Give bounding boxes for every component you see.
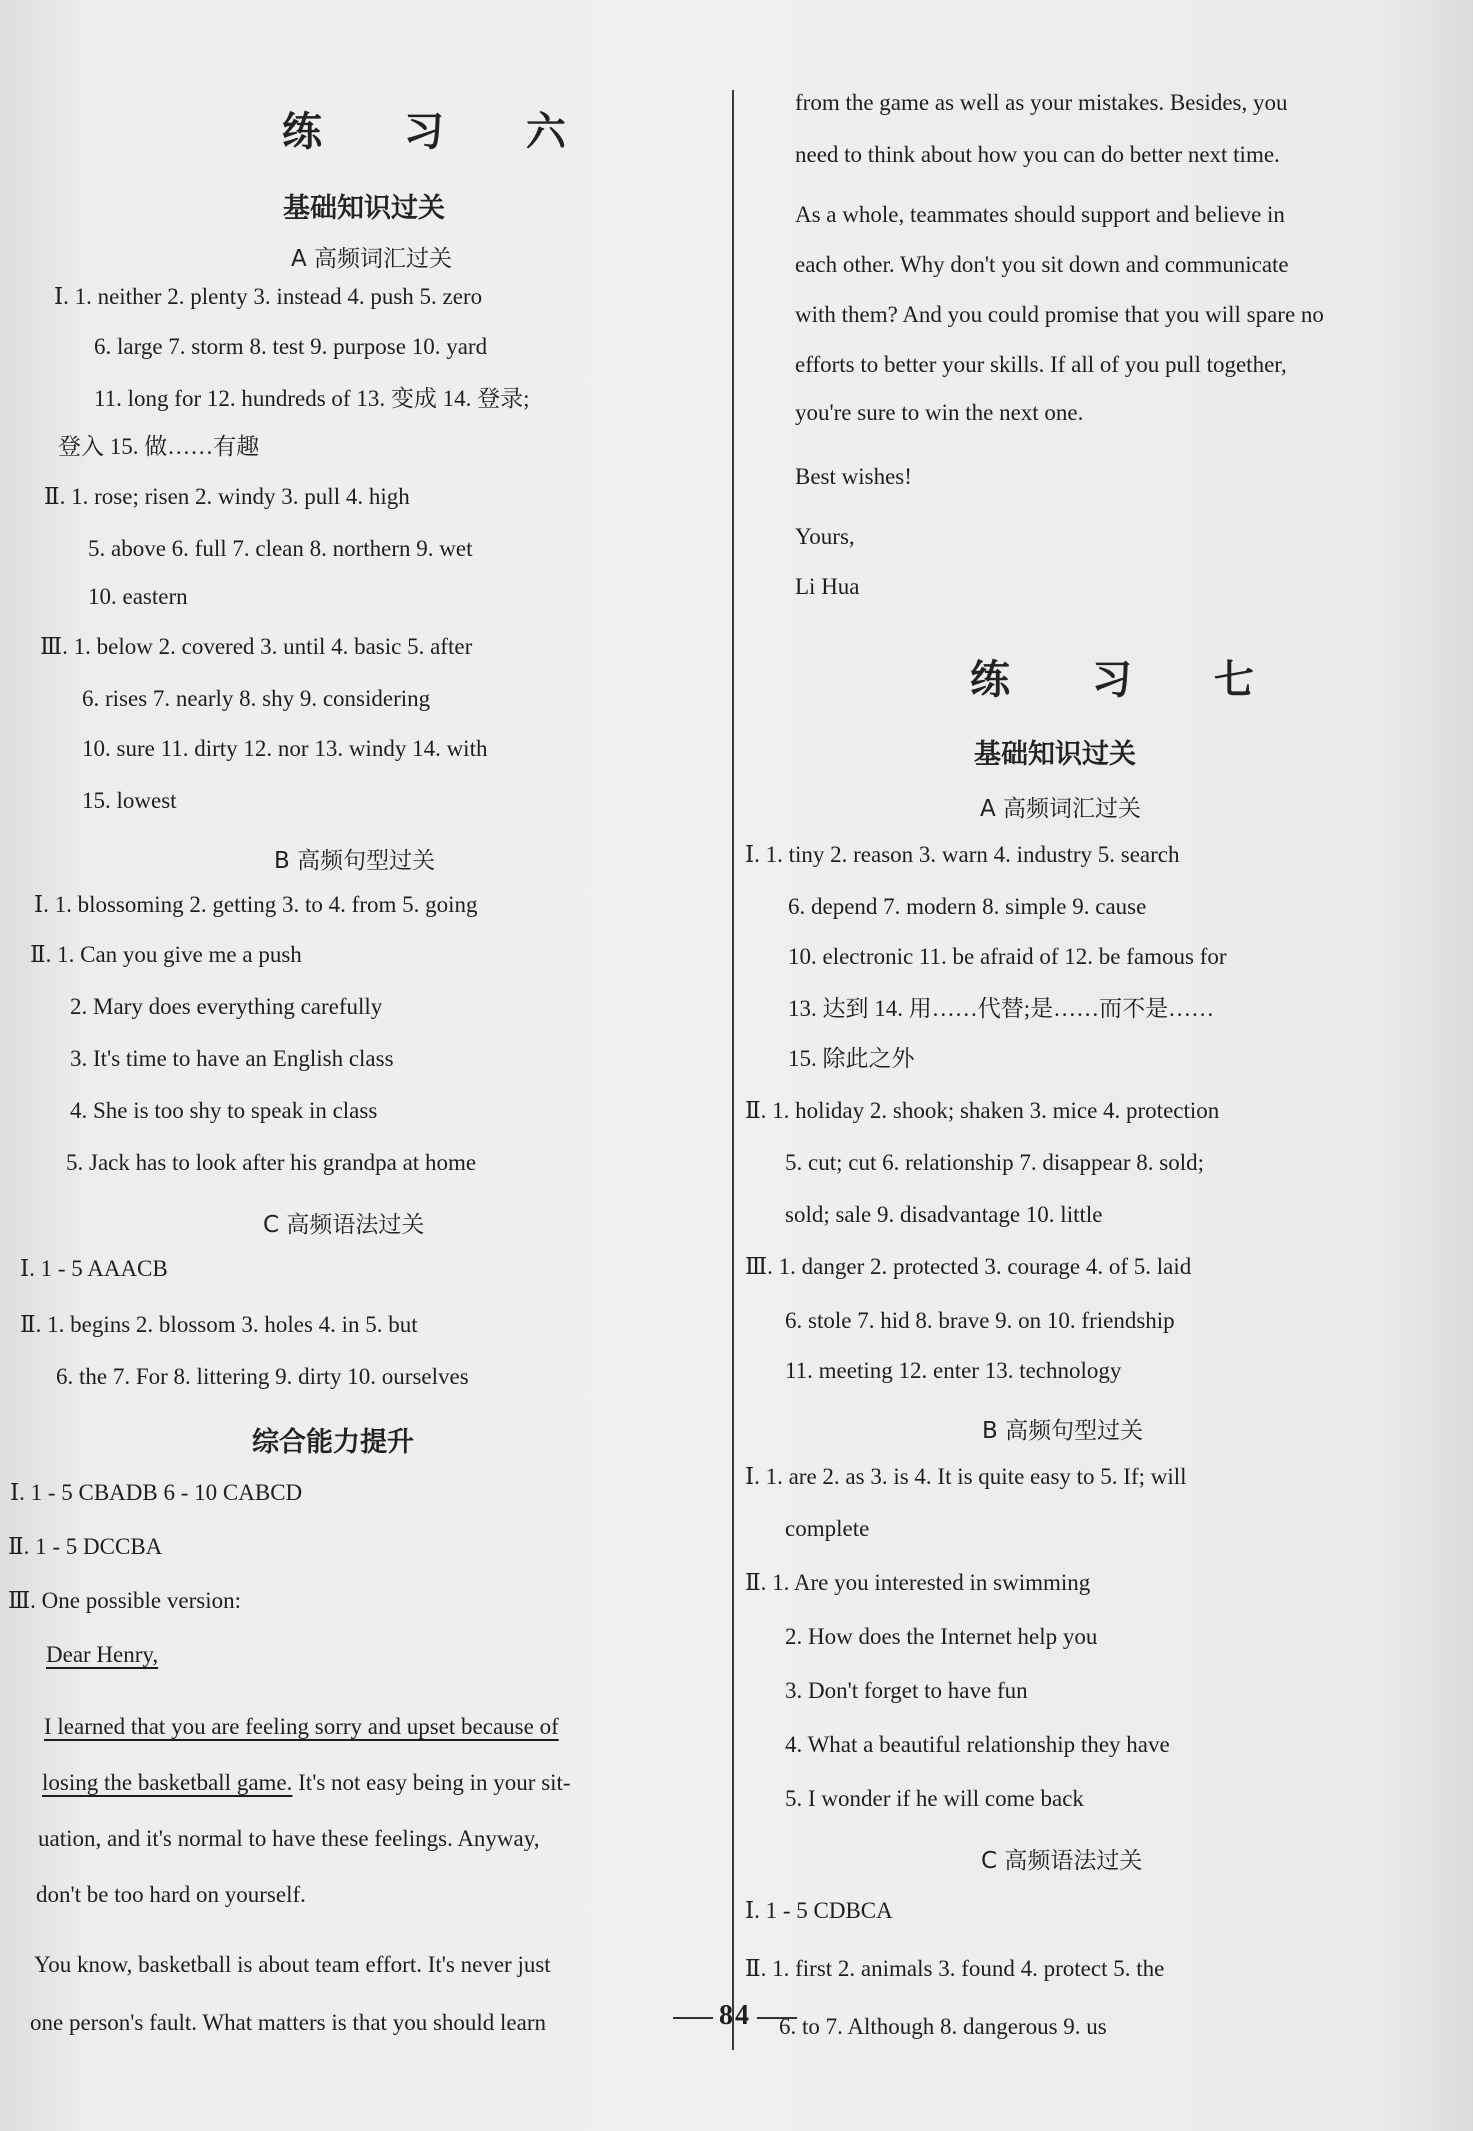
vocab-line: 10. electronic 11. be afraid of 12. be famous for: [788, 944, 1227, 969]
grammar-subheading: C 高频语法过关: [981, 1848, 1143, 1874]
vocab-line: 登入 15. 做……有趣: [58, 434, 260, 459]
sentence-line: Ⅱ. 1. Are you interested in swimming: [745, 1570, 1091, 1595]
grammar-subheading: C 高频语法过关: [263, 1212, 425, 1238]
sentence-subheading: B 高频句型过关: [274, 848, 436, 874]
vocab-line: Ⅰ. 1. tiny 2. reason 3. warn 4. industry 5. search: [745, 842, 1180, 867]
sentence-subheading: B 高频句型过关: [982, 1418, 1144, 1444]
grammar-line: Ⅱ. 1. begins 2. blossom 3. holes 4. in 5. but: [20, 1312, 418, 1337]
vocab-line: 10. eastern: [88, 584, 188, 609]
vocab-line: Ⅱ. 1. rose; risen 2. windy 3. pull 4. high: [44, 484, 410, 509]
vocab-line: Ⅲ. 1. below 2. covered 3. until 4. basic 5. after: [40, 634, 473, 659]
grammar-line: 6. the 7. For 8. littering 9. dirty 10. ourselves: [56, 1364, 469, 1389]
page-number: [655, 2000, 815, 2032]
vocab-subheading: A 高频词汇过关: [291, 246, 453, 272]
letter-signature: Li Hua: [795, 574, 860, 599]
letter-line: one person's fault. What matters is that you should learn: [30, 2010, 546, 2035]
letter-line: I learned that you are feeling sorry and upset because of: [44, 1714, 559, 1739]
sentence-line: 2. How does the Internet help you: [785, 1624, 1098, 1649]
exercise-6-title: 练 习 六: [282, 109, 600, 155]
letter-line: [42, 1768, 571, 1798]
vocab-line: Ⅲ. 1. danger 2. protected 3. courage 4. of 5. laid: [745, 1254, 1192, 1279]
sentence-line: complete: [785, 1516, 870, 1541]
sentence-line: 4. She is too shy to speak in class: [70, 1098, 378, 1123]
letter-salutation: Dear Henry,: [46, 1642, 159, 1667]
comprehensive-line: Ⅱ. 1 - 5 DCCBA: [8, 1534, 163, 1559]
sentence-line: 2. Mary does everything carefully: [70, 994, 383, 1019]
letter-rest: It's not easy being in your sit-: [292, 1770, 571, 1795]
sentence-line: 3. Don't forget to have fun: [785, 1678, 1028, 1703]
vocab-line: 5. cut; cut 6. relationship 7. disappear 8. sold;: [785, 1150, 1205, 1175]
vocab-line: 11. meeting 12. enter 13. technology: [785, 1358, 1122, 1383]
letter-line: each other. Why don't you sit down and communicate: [795, 252, 1289, 277]
sentence-line: 5. I wonder if he will come back: [785, 1786, 1084, 1811]
letter-line: need to think about how you can do better next time.: [795, 142, 1280, 167]
letter-line: with them? And you could promise that you will spare no: [795, 302, 1324, 327]
exercise-7-title: 练 习 七: [970, 657, 1288, 703]
vocab-line: 6. large 7. storm 8. test 9. purpose 10. yard: [94, 334, 488, 359]
sentence-line: Ⅰ. 1. are 2. as 3. is 4. It is quite easy to 5. If; will: [745, 1464, 1187, 1489]
letter-underlined-part: losing the basketball game.: [42, 1770, 293, 1795]
comprehensive-line: Ⅲ. One possible version:: [8, 1588, 241, 1613]
letter-line: you're sure to win the next one.: [795, 400, 1084, 425]
letter-line: You know, basketball is about team effort. It's never just: [34, 1952, 551, 1977]
vocab-line: 5. above 6. full 7. clean 8. northern 9. wet: [88, 536, 473, 561]
vocab-line: 10. sure 11. dirty 12. nor 13. windy 14. with: [82, 736, 488, 761]
letter-line: efforts to better your skills. If all of you pull together,: [795, 352, 1287, 377]
vocab-line: Ⅰ. 1. neither 2. plenty 3. instead 4. push 5. zero: [54, 284, 483, 309]
vocab-line: Ⅱ. 1. holiday 2. shook; shaken 3. mice 4. protection: [745, 1098, 1220, 1123]
basic-knowledge-heading: 基础知识过关: [974, 739, 1136, 770]
vocab-line: sold; sale 9. disadvantage 10. little: [785, 1202, 1103, 1227]
grammar-line: Ⅱ. 1. first 2. animals 3. found 4. protect 5. the: [745, 1956, 1165, 1981]
comprehensive-line: Ⅰ. 1 - 5 CBADB 6 - 10 CABCD: [10, 1480, 303, 1505]
letter-line: don't be too hard on yourself.: [36, 1882, 306, 1907]
letter-line: from the game as well as your mistakes. Besides, you: [795, 90, 1288, 115]
letter-line: As a whole, teammates should support and believe in: [795, 202, 1285, 227]
vocab-line: 11. long for 12. hundreds of 13. 变成 14. 登录;: [94, 386, 530, 411]
basic-knowledge-heading: 基础知识过关: [283, 193, 445, 224]
page-number-dash: [673, 2017, 713, 2019]
sentence-line: 4. What a beautiful relationship they have: [785, 1732, 1170, 1757]
letter-closing: Best wishes!: [795, 464, 912, 489]
vocab-line: 6. depend 7. modern 8. simple 9. cause: [788, 894, 1147, 919]
page-number-dash: [757, 2017, 797, 2019]
vocab-line: 6. stole 7. hid 8. brave 9. on 10. friendship: [785, 1308, 1175, 1333]
letter-closing: Yours,: [795, 524, 855, 549]
vocab-line: 6. rises 7. nearly 8. shy 9. considering: [82, 686, 431, 711]
sentence-line: Ⅱ. 1. Can you give me a push: [30, 942, 302, 967]
letter-line: uation, and it's normal to have these feelings. Anyway,: [38, 1826, 540, 1851]
sentence-line: 3. It's time to have an English class: [70, 1046, 394, 1071]
vocab-line: 15. lowest: [82, 788, 177, 813]
column-divider: [732, 90, 734, 2050]
grammar-line: Ⅰ. 1 - 5 AAACB: [20, 1256, 168, 1281]
vocab-line: 13. 达到 14. 用……代替;是……而不是……: [788, 996, 1215, 1021]
vocab-subheading: A 高频词汇过关: [980, 796, 1142, 822]
sentence-line: Ⅰ. 1. blossoming 2. getting 3. to 4. from 5. going: [34, 892, 478, 917]
vocab-line: 15. 除此之外: [788, 1046, 915, 1071]
grammar-line: 6. to 7. Although 8. dangerous 9. us: [779, 2014, 1107, 2039]
comprehensive-heading: 综合能力提升: [252, 1427, 414, 1458]
sentence-line: 5. Jack has to look after his grandpa at home: [66, 1150, 477, 1175]
grammar-line: Ⅰ. 1 - 5 CDBCA: [745, 1898, 893, 1923]
page-number-text: 84: [719, 2000, 751, 2031]
